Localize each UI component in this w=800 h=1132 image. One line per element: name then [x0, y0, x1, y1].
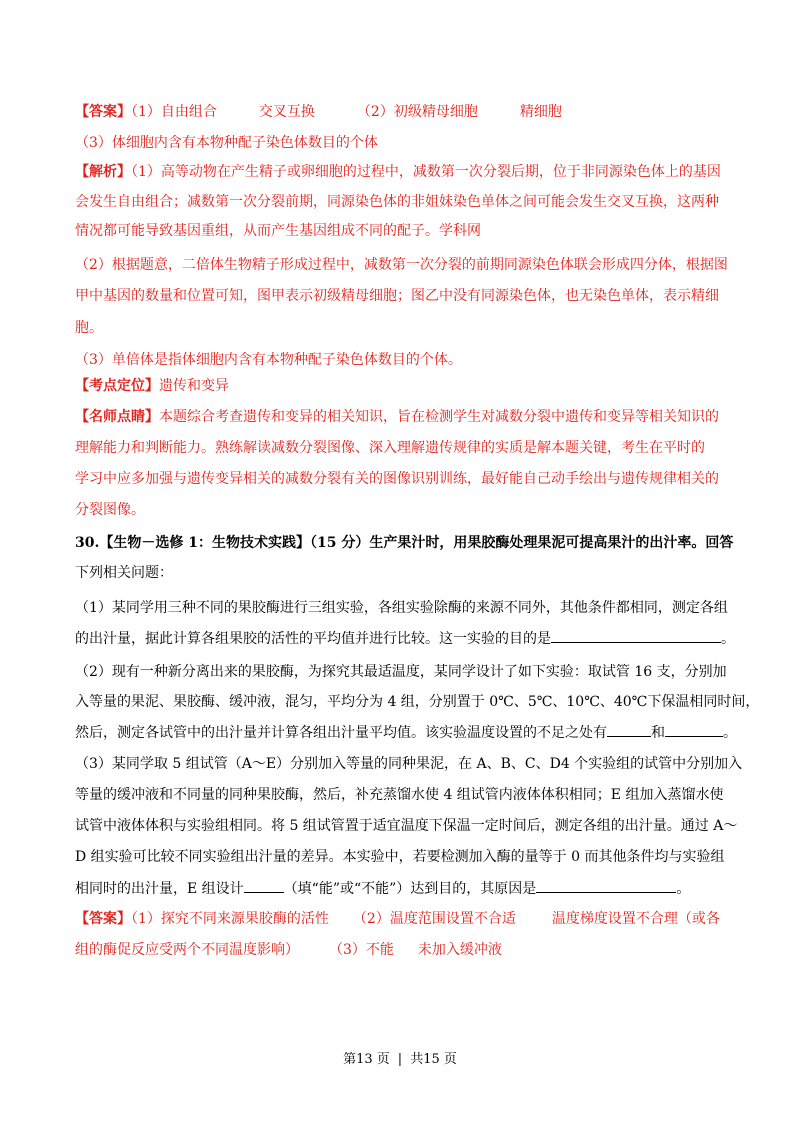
- page-number: 第13 页: [343, 1052, 390, 1067]
- answer-blank-2: [607, 722, 651, 737]
- answer-part1-b: 交叉互换: [258, 104, 315, 120]
- answer-blank-5: [536, 878, 676, 893]
- question-30-heading-2: 下列相关问题：: [75, 565, 173, 581]
- answer-line-2: （3）体细胞内含有本物种配子染色体数目的个体: [75, 135, 378, 151]
- mingshi-line-3: 学习中应多加强与遗传变异相关的减数分裂有关的图像识别训练，最好能自己动手绘出与遗传规律相关的: [75, 471, 719, 487]
- answer2-text-1c: 温度梯度设置不合理（或各: [551, 911, 720, 927]
- analysis-text-1: （1）高等动物在产生精子或卵细胞的过程中，减数第一次分裂后期，位于非同源染色体上的基因: [131, 164, 721, 180]
- answer-blank-4: [244, 878, 284, 893]
- mingshi-line-1: [75, 407, 719, 427]
- question-30-part3-text-a: 相同时的出汁量，E 组设计: [75, 881, 244, 897]
- analysis-line-3: 情况都可能导致基因重组，从而产生基因组成不同的配子。学科网: [75, 223, 481, 239]
- answer2-text-2c: 未加入缓冲液: [417, 942, 502, 958]
- analysis-line-7: （3）单倍体是指体细胞内含有本物种配子染色体数目的个体。: [75, 352, 462, 368]
- answer2-line-2: [75, 940, 502, 960]
- answer2-tag: 【答案】: [75, 911, 131, 927]
- analysis-line-5: 甲中基因的数量和位置可知，图甲表示初级精母细胞；图乙中没有同源染色体，也无染色单体，表示精细: [75, 288, 719, 304]
- question-30-part3-line-5: [75, 878, 690, 899]
- question-30-part1-line-2: [75, 628, 735, 649]
- analysis-line-4: （2）根据题意，二倍体生物精子形成过程中，减数第一次分裂的前期同源染色体联会形成四分体，根据图: [75, 257, 728, 273]
- answer-line-1: [75, 102, 562, 122]
- answer2-line-1: [75, 909, 720, 929]
- question-30-part3-line-1: （3）某同学取 5 组试管（A～E）分别加入等量的同种果泥，在 A、B、C、D4 个实验组的试管中分别加入: [75, 756, 743, 772]
- page-total: 共15 页: [410, 1052, 457, 1067]
- question-30-part2-text: 然后，测定各试管中的出汁量并计算各组出汁量平均值。该实验温度设置的不足之处有: [75, 725, 607, 741]
- mingshi-line-4: 分裂图像。: [75, 502, 145, 518]
- answer-blank-3: [665, 722, 723, 737]
- question-30-part3-line-4: D 组实验可比较不同实验组出汁量的差异。本实验中，若要检测加入酶的量等于 0 而其他条件均与实验组: [75, 849, 725, 865]
- answer2-text-1a: （1）探究不同来源果胶酶的活性: [131, 911, 329, 927]
- analysis-line-2: 会发生自由组合；减数第一次分裂前期，同源染色体的非姐妹染色单体之间可能会发生交叉互换，这两种: [75, 194, 719, 210]
- question-30-part3-line-3: 试管中液体体积与实验组相同。将 5 组试管置于适宜温度下保温一定时间后，测定各组的出汁量。通过 A～: [75, 818, 738, 834]
- answer2-text-1b: （2）温度范围设置不合适: [352, 911, 516, 927]
- analysis-line-1: [75, 162, 721, 182]
- answer2-text-2b: （3）不能: [329, 942, 394, 958]
- question-30-part3-end: 。: [676, 881, 691, 897]
- page-footer: [0, 1048, 800, 1067]
- answer-tag: 【答案】: [75, 104, 131, 120]
- question-30-part2-end: 。: [723, 725, 737, 741]
- answer-part1-a: （1）自由组合: [131, 104, 217, 120]
- question-30-part2-line-1: （2）现有一种新分离出来的果胶酶，为探究其最适温度，某同学设计了如下实验：取试管 16 支，分别加: [75, 664, 727, 680]
- analysis-tag: 【解析】: [75, 164, 131, 180]
- question-30-heading: 30.【生物－选修 1：生物技术实践】（15 分）生产果汁时，用果胶酶处理果泥可提高果汁的出汁率。回答: [75, 535, 734, 551]
- kaodian-text: 遗传和变异: [159, 378, 229, 394]
- question-30-part2-and: 和: [651, 725, 665, 741]
- mingshi-line-2: 理解能力和判断能力。熟练解读减数分裂图像、深入理解遗传规律的实质是解本题关键，考生在平时的: [75, 440, 705, 456]
- question-30-part1-text: 的出汁量，据此计算各组果胶的活性的平均值并进行比较。这一实验的目的是: [75, 631, 551, 647]
- question-30-part2-line-2: 入等量的果泥、果胶酶、缓冲液，混匀，平均分为 4 组，分别置于 0℃、5℃、10℃、40℃下保温相同时间，: [75, 694, 760, 710]
- question-30-part2-line-3: [75, 722, 737, 743]
- kaodian-tag: 【考点定位】: [75, 378, 159, 394]
- question-30-part1-end: 。: [721, 631, 735, 647]
- answer-blank-1: [551, 628, 721, 643]
- question-30-part3-line-2: 等量的缓冲液和不同量的同种果胶酶，然后，补充蒸馏水使 4 组试管内液体体积相同；E 组加入蒸馏水使: [75, 787, 724, 803]
- footer-separator: |: [397, 1052, 403, 1067]
- question-30-part1-line-1: （1）某同学用三种不同的果胶酶进行三组实验，各组实验除酶的来源不同外，其他条件都相同，测定各组: [75, 600, 728, 616]
- mingshi-text-1: 本题综合考查遗传和变异的相关知识，旨在检测学生对减数分裂中遗传和变异等相关知识的: [159, 409, 719, 425]
- answer-part2-b: 精细胞: [519, 104, 562, 120]
- answer-part2-a: （2）初级精母细胞: [356, 104, 478, 120]
- mingshi-tag: 【名师点睛】: [75, 409, 159, 425]
- kaodian-line: [75, 376, 229, 396]
- analysis-line-6: 胞。: [75, 320, 103, 336]
- question-30-part3-text-b: （填“能”或“不能”）达到目的，其原因是: [283, 881, 537, 897]
- answer2-text-2a: 组的酶促反应受两个不同温度影响）: [75, 942, 299, 958]
